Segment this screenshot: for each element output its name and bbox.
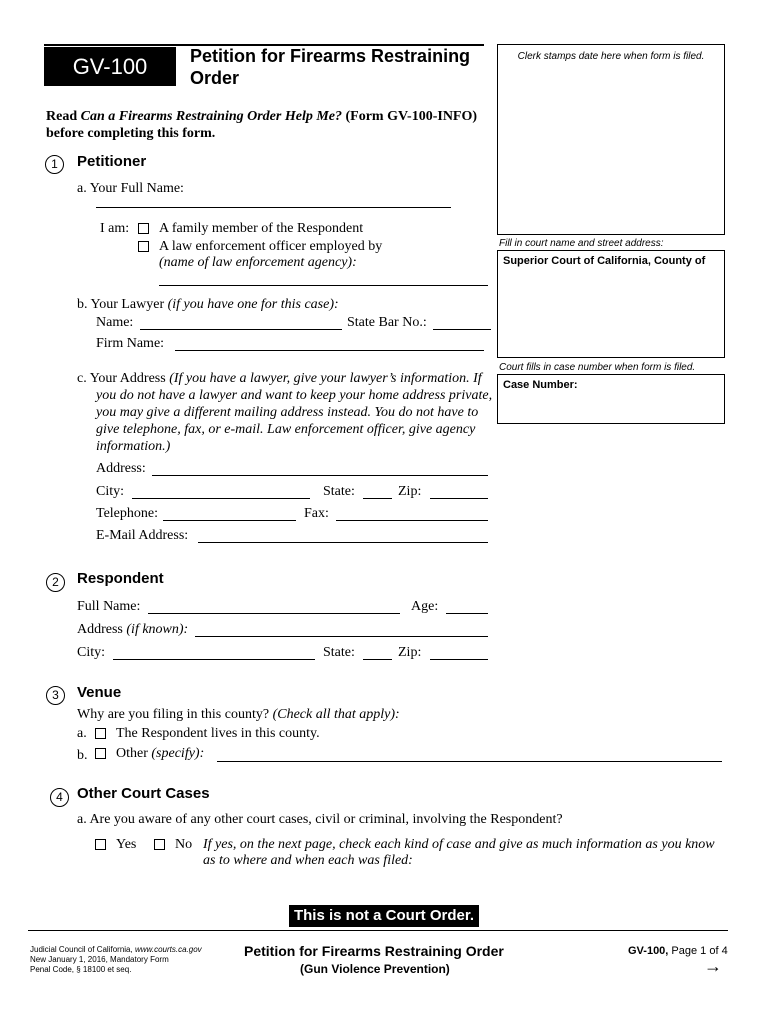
address-field[interactable] — [152, 475, 488, 476]
read-instruction-line2: before completing this form. — [46, 126, 216, 141]
council-name: Judicial Council of California, — [30, 945, 133, 954]
other-cases-note-line-1: If yes, on the next page, check each kind of case and give as much information as you know — [203, 837, 715, 852]
lawyer-name-field[interactable] — [140, 329, 342, 330]
age-field[interactable] — [446, 613, 488, 614]
address-label: Address: — [96, 461, 146, 476]
respondent-zip-label: Zip: — [398, 645, 422, 660]
fax-field[interactable] — [336, 520, 488, 521]
full-name-field[interactable] — [96, 207, 451, 208]
venue-other-field[interactable] — [217, 761, 722, 762]
section-3-title: Venue — [77, 684, 122, 701]
not-court-order-banner: This is not a Court Order. — [289, 905, 479, 927]
footer-page-info: GV-100, Page 1 of 4 — [628, 945, 728, 957]
state-field[interactable] — [363, 498, 392, 499]
court-name-label: Fill in court name and street address: — [499, 238, 664, 249]
state-bar-label: State Bar No.: — [347, 315, 427, 330]
law-officer-checkbox[interactable] — [138, 241, 149, 252]
firm-name-field[interactable] — [175, 350, 484, 351]
venue-other-label: Other (specify): — [116, 746, 205, 761]
other-cases-note-line-2: as to where and when each was filed: — [203, 853, 413, 868]
zip-field[interactable] — [430, 498, 488, 499]
law-officer-label: A law enforcement officer employed by — [159, 239, 383, 254]
read-instruction: Read Can a Firearms Restraining Order Help Me? (Form GV-100-INFO) — [46, 109, 478, 124]
telephone-field[interactable] — [163, 520, 296, 521]
next-page-arrow-icon[interactable]: → — [704, 956, 722, 976]
venue-question: Why are you filing in this county? (Check all that apply): — [77, 707, 400, 722]
address-instructions-line-5: information.) — [96, 439, 171, 454]
lawyer-name-label: Name: — [96, 315, 134, 330]
respondent-city-field[interactable] — [113, 659, 315, 660]
section-2-number: 2 — [46, 573, 65, 592]
other-cases-yes-label: Yes — [116, 837, 137, 852]
address-instructions-line-3: you may give a different mailing address instead. You do not have to — [96, 405, 479, 420]
respondent-address-label: Address (if known): — [77, 622, 189, 637]
telephone-label: Telephone: — [96, 506, 158, 521]
respondent-name-label: Full Name: — [77, 599, 141, 614]
footer-subtitle: (Gun Violence Prevention) — [300, 962, 450, 976]
respondent-address-field[interactable] — [195, 636, 488, 637]
email-label: E-Mail Address: — [96, 528, 189, 543]
other-cases-no-checkbox[interactable] — [154, 839, 165, 850]
footer-legal — [30, 945, 202, 975]
footer-title: Petition for Firearms Restraining Order — [244, 943, 504, 959]
section-1-title: Petitioner — [77, 153, 147, 170]
clerk-note: Clerk stamps date here when form is filed. — [517, 51, 705, 62]
respondent-zip-field[interactable] — [430, 659, 488, 660]
fax-label: Fax: — [304, 506, 329, 521]
family-member-checkbox[interactable] — [138, 223, 149, 234]
lawyer-label: b. Your Lawyer (if you have one for this case): — [77, 297, 339, 312]
city-label: City: — [96, 484, 125, 499]
address-instructions-line-2: you do not have a lawyer and want to keep your home address private, — [96, 388, 493, 403]
family-member-label: A family member of the Respondent — [159, 221, 364, 236]
state-bar-field[interactable] — [433, 329, 491, 330]
venue-a-label: a. — [77, 726, 87, 741]
address-instructions-line-4: give telephone, fax, or e-mail. Law enforcement officer, give agency — [96, 422, 476, 437]
footer-rule — [28, 930, 728, 931]
respondent-name-field[interactable] — [148, 613, 400, 614]
city-field[interactable] — [132, 498, 310, 499]
i-am-label: I am: — [100, 221, 130, 236]
respondent-state-label: State: — [323, 645, 355, 660]
effective-date: New January 1, 2016, Mandatory Form — [30, 955, 169, 964]
section-4-number: 4 — [50, 788, 69, 807]
section-3-number: 3 — [46, 686, 65, 705]
zip-label: Zip: — [398, 484, 422, 499]
case-number-title: Case Number: — [503, 379, 578, 391]
your-address-label: c. Your Address (If you have a lawyer, give your lawyer’s information. If — [77, 371, 482, 386]
respondent-lives-label: The Respondent lives in this county. — [116, 726, 320, 741]
form-code-badge: GV-100 — [44, 47, 176, 86]
clerk-stamp-box — [497, 44, 725, 235]
age-label: Age: — [411, 599, 439, 614]
other-cases-no-label: No — [175, 837, 193, 852]
page-title: Petition for Firearms Restraining Order — [190, 46, 471, 88]
email-field[interactable] — [198, 542, 488, 543]
respondent-city-label: City: — [77, 645, 106, 660]
court-name-text: Superior Court of California, County of — [503, 255, 706, 267]
agency-field[interactable] — [159, 285, 488, 286]
section-4-title: Other Court Cases — [77, 785, 210, 802]
courts-link[interactable]: www.courts.ca.gov — [134, 945, 202, 954]
case-number-label: Court fills in case number when form is filed. — [499, 362, 696, 373]
section-1-number: 1 — [45, 155, 64, 174]
section-2-title: Respondent — [77, 570, 164, 587]
firm-name-label: Firm Name: — [96, 336, 165, 351]
case-number-box[interactable] — [497, 374, 725, 424]
respondent-state-field[interactable] — [363, 659, 392, 660]
state-label: State: — [323, 484, 355, 499]
court-name-box[interactable] — [497, 250, 725, 358]
venue-b-label: b. — [77, 748, 88, 763]
penal-code: Penal Code, § 18100 et seq. — [30, 965, 132, 974]
venue-other-checkbox[interactable] — [95, 748, 106, 759]
full-name-label: a. Your Full Name: — [77, 181, 184, 196]
respondent-lives-checkbox[interactable] — [95, 728, 106, 739]
other-cases-yes-checkbox[interactable] — [95, 839, 106, 850]
agency-note: (name of law enforcement agency): — [159, 255, 357, 270]
other-cases-question: a. Are you aware of any other court cases, civil or criminal, involving the Respondent? — [77, 812, 563, 827]
